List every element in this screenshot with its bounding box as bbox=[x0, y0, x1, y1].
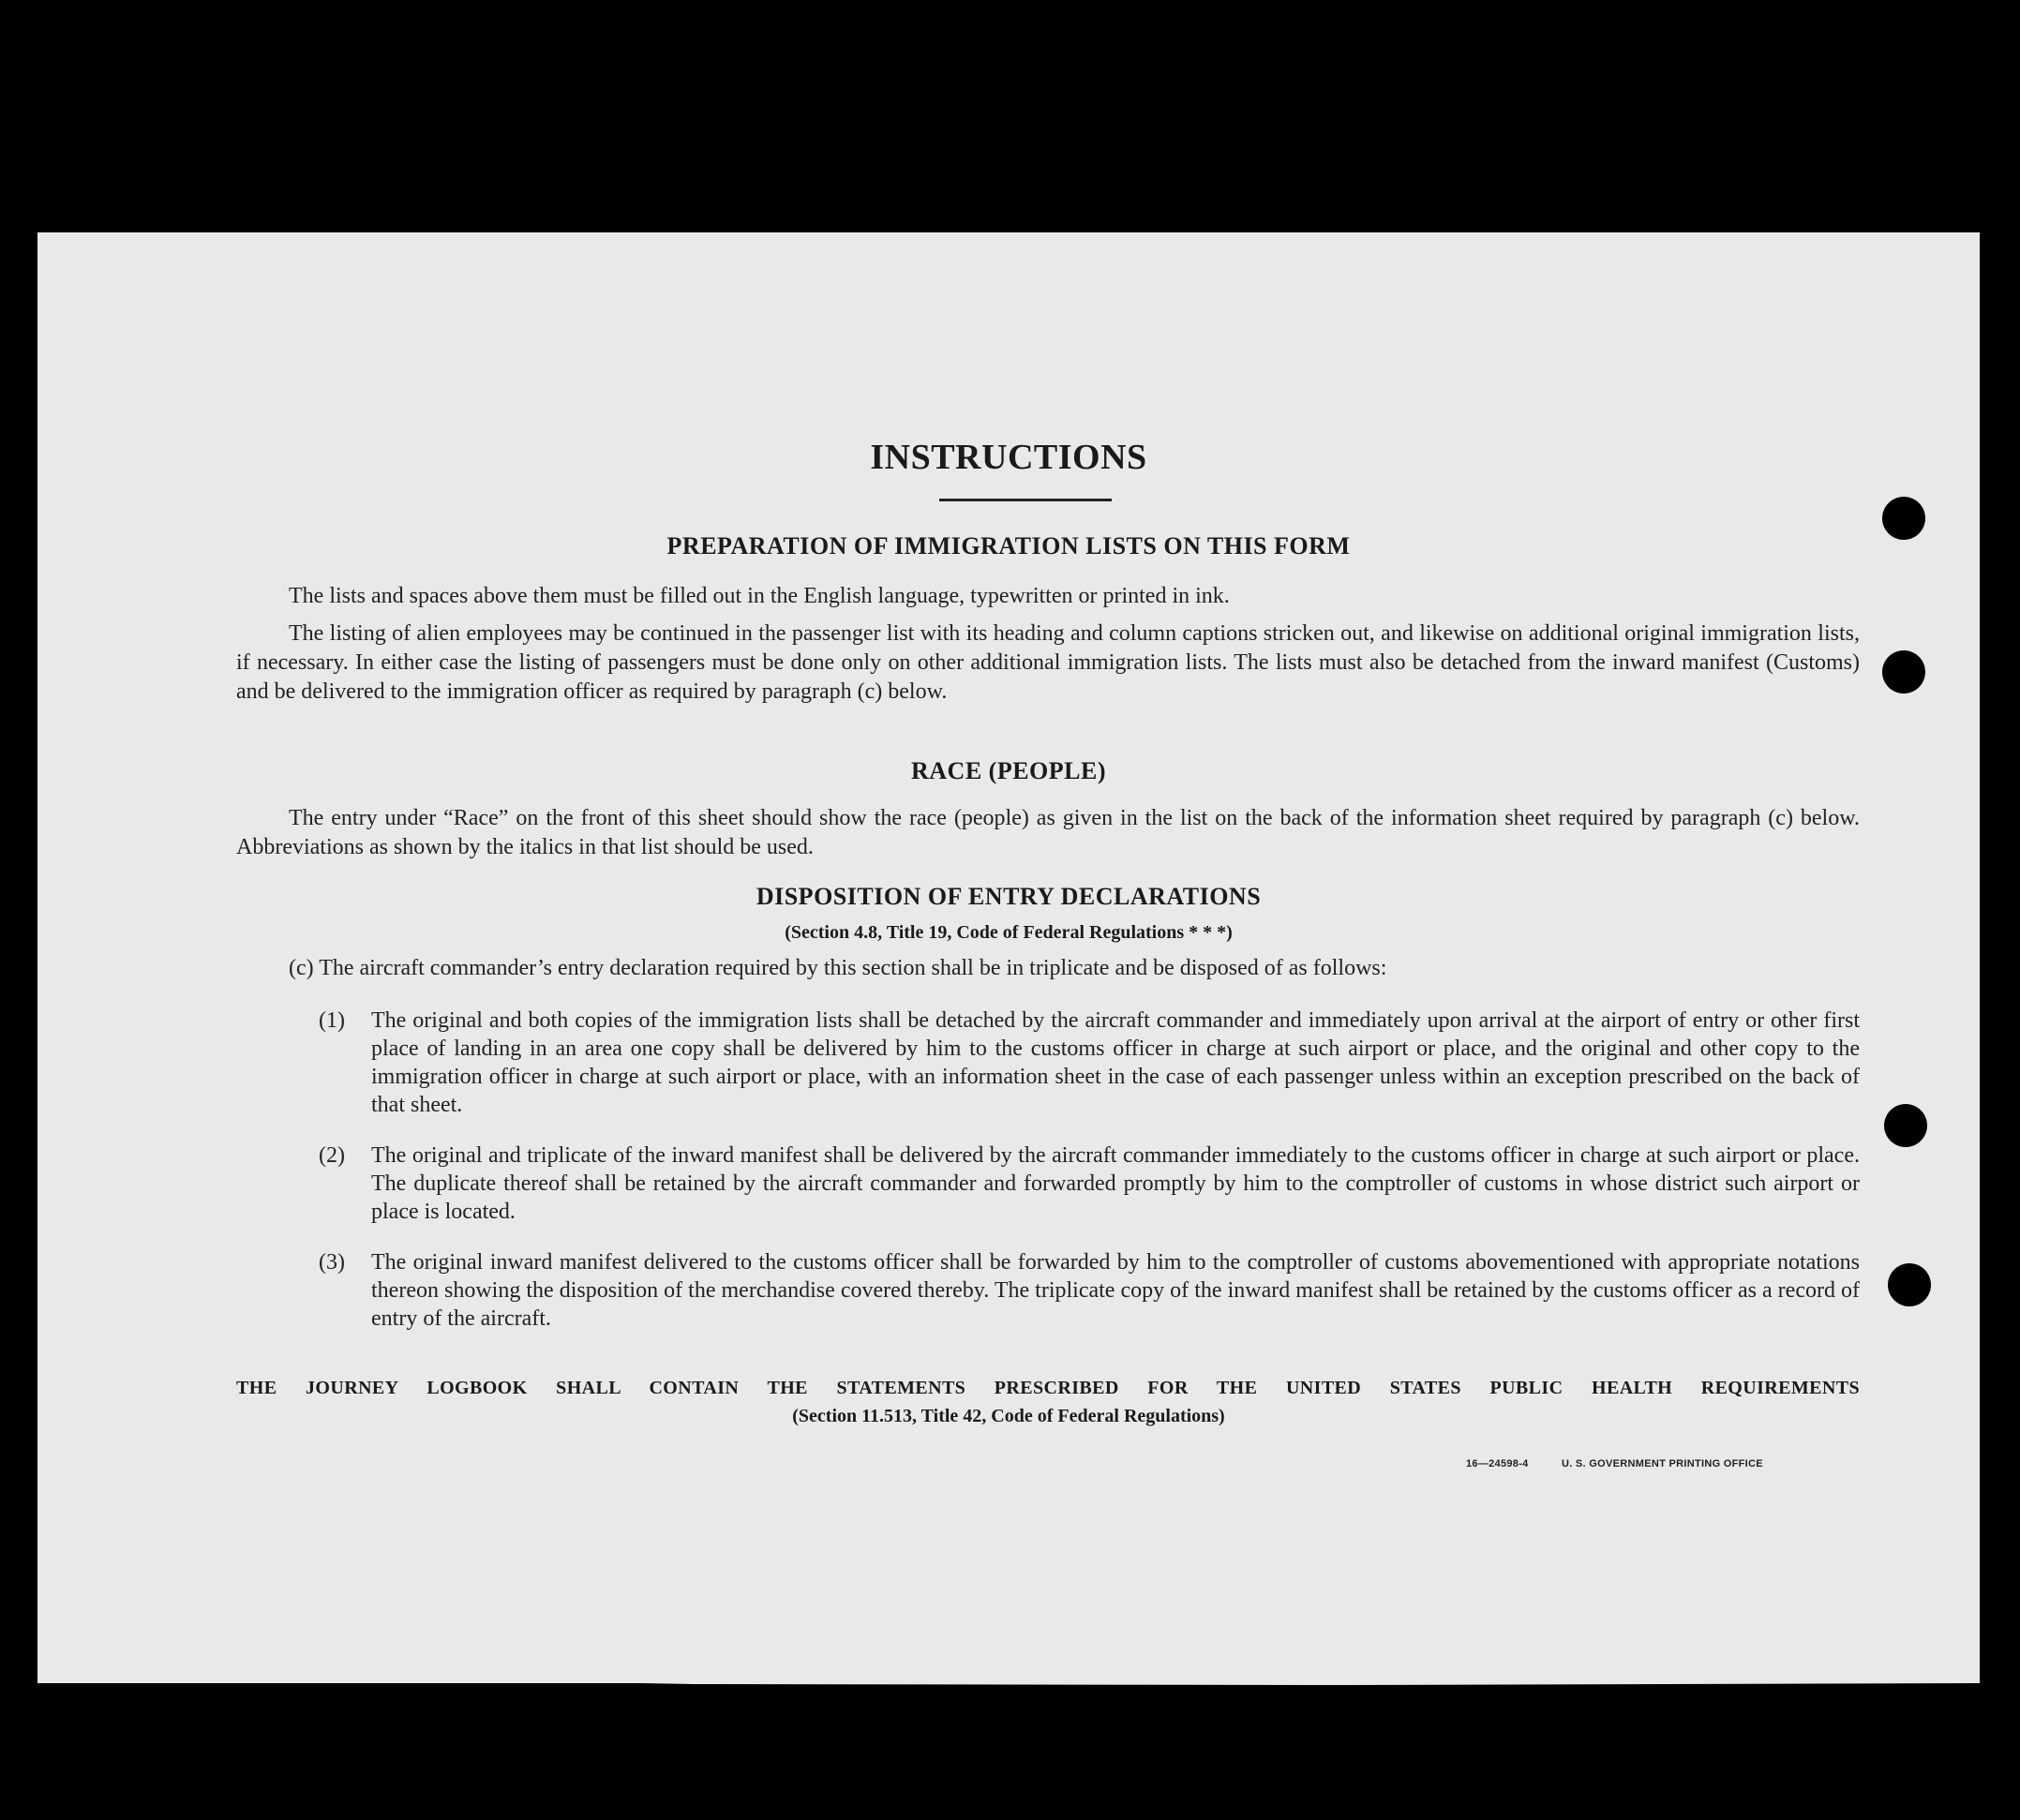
list-item bbox=[319, 1141, 1860, 1226]
item-label: (2) bbox=[319, 1143, 345, 1168]
torn-bottom-edge bbox=[37, 1668, 1980, 1687]
item-text: The original inward manifest delivered to the customs officer shall be forwarded by him to the comptroller of customs abovementioned with appropriate notations thereon showing the disposition of the merchandise covered thereby. The triplicate copy of the inward manifest shall be retained by the customs officer as a record of entry of the aircraft. bbox=[371, 1250, 1860, 1331]
intro-text: The aircraft commander’s entry declaration required by this section shall be in triplicate and be disposed of as follows: bbox=[319, 956, 1387, 980]
intro-label: (c) bbox=[289, 956, 314, 980]
preparation-paragraph-2: The listing of alien employees may be continued in the passenger list with its heading and column captions stricken out, and likewise on additional original immigration lists, if necessary. In either case the listing of passengers must be done only on other additional immigration lists. The lists must also be detached from the inward manifest (Customs) and be delivered to the immigration officer as required by paragraph (c) below. bbox=[236, 621, 1860, 704]
item-text: The original and triplicate of the inward manifest shall be delivered by the aircraft commander immediately to the customs officer in charge at such airport or place. The duplicate thereof shall be retained by the aircraft commander and forwarded promptly by him to the comptroller of customs in whose district such airport or place is located. bbox=[371, 1143, 1860, 1224]
item-label: (3) bbox=[319, 1250, 345, 1275]
item-label: (1) bbox=[319, 1008, 345, 1033]
race-paragraph: The entry under “Race” on the front of this sheet should show the race (people) as given in the list on the back of the information sheet required by paragraph (c) below. Abbreviations as shown by the italics in that list should be used. bbox=[236, 806, 1860, 859]
printer-imprint bbox=[1466, 1458, 1793, 1469]
page-title: INSTRUCTIONS bbox=[870, 438, 1147, 477]
footer-statement: THE JOURNEY LOGBOOK SHALL CONTAIN THE STATEMENTS PRESCRIBED FOR THE UNITED STATES PUBLIC HEALTH REQUIREMENTS bbox=[236, 1378, 1860, 1398]
preparation-heading: PREPARATION OF IMMIGRATION LISTS ON THIS FORM bbox=[666, 532, 1351, 559]
punch-hole bbox=[1888, 1263, 1931, 1306]
list-item bbox=[319, 1248, 1860, 1333]
form-number: 16—24598-4 bbox=[1466, 1458, 1529, 1469]
punch-hole bbox=[1884, 1104, 1927, 1147]
disposition-citation: (Section 4.8, Title 19, Code of Federal Regulations * * *) bbox=[785, 922, 1233, 943]
title-underline bbox=[939, 499, 1112, 501]
punch-hole bbox=[1882, 650, 1925, 694]
punch-hole bbox=[1882, 497, 1925, 540]
disposition-intro bbox=[289, 954, 1860, 983]
race-heading: RACE (PEOPLE) bbox=[911, 757, 1106, 784]
list-item bbox=[319, 1007, 1860, 1119]
document-sheet bbox=[37, 232, 1980, 1683]
item-text: The original and both copies of the immigration lists shall be detached by the aircraft commander and immediately upon arrival at the airport of entry or other first place of landing in an area one copy shall be delivered by him to the customs officer in charge at such airport or place, and the original and other copy to the immigration officer in charge at such airport or place, with an information sheet in the case of each passenger unless within an exception prescribed on the back of that sheet. bbox=[371, 1008, 1860, 1117]
printer-name: U. S. GOVERNMENT PRINTING OFFICE bbox=[1561, 1458, 1763, 1469]
footer-citation: (Section 11.513, Title 42, Code of Federal Regulations) bbox=[792, 1406, 1225, 1426]
preparation-paragraph-1: The lists and spaces above them must be filled out in the English language, typewritten or printed in ink. bbox=[289, 584, 1230, 608]
disposition-heading: DISPOSITION OF ENTRY DECLARATIONS bbox=[756, 883, 1262, 910]
